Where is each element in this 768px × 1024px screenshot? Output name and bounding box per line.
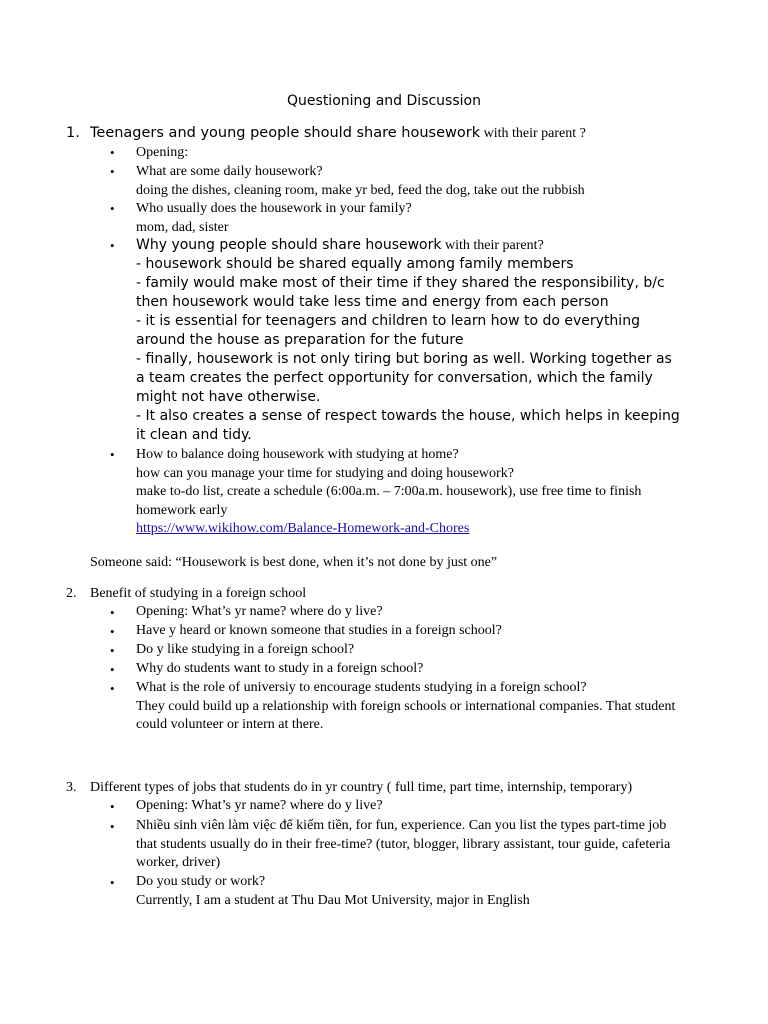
question-tail: with their parent? — [441, 238, 544, 253]
bullet-icon: • — [110, 238, 115, 253]
answer-line: - family would make most of their time if they shared the responsibility, b/c — [136, 275, 665, 291]
answer-line: - housework should be shared equally among family members — [136, 256, 574, 272]
question-main: Why young people should share housework — [136, 237, 442, 253]
section-3-heading: Different types of jobs that students do in yr country ( full time, part time, internship, temporary) — [90, 780, 633, 795]
bullet-icon: • — [110, 875, 115, 890]
page-title: Questioning and Discussion — [287, 93, 481, 109]
answer-line: around the house as preparation for the future — [136, 332, 464, 348]
bullet-icon: • — [110, 819, 115, 834]
list-item: Do y like studying in a foreign school? — [136, 642, 355, 657]
answer-line: might not have otherwise. — [136, 389, 321, 405]
question-text: What is the role of universiy to encourage students studying in a foreign school? — [136, 680, 587, 695]
list-item-opening — [136, 144, 681, 163]
list-item-who-does-housework — [136, 200, 681, 237]
list-item: Why do students want to study in a foreign school? — [136, 661, 424, 676]
list-item: Have y heard or known someone that studies in a foreign school? — [136, 623, 502, 638]
answer-text: mom, dad, sister — [136, 219, 229, 235]
bullet-icon: • — [110, 799, 115, 814]
answer-line: then housework would take less time and energy from each person — [136, 294, 609, 310]
section-3-number: 3. — [66, 780, 77, 795]
section-1-heading — [90, 124, 710, 143]
bullet-icon: • — [110, 145, 115, 160]
bullet-icon: • — [110, 681, 115, 696]
list-item-balance — [136, 446, 681, 539]
list-item-study-or-work — [136, 873, 681, 910]
link-line — [136, 520, 681, 539]
bullet-icon: • — [110, 605, 115, 620]
question-text: Do you study or work? — [136, 874, 266, 889]
list-item-opening: Opening: What’s yr name? where do y live? — [136, 798, 383, 813]
section-2-number: 2. — [66, 586, 77, 601]
list-item: Opening: What’s yr name? where do y live? — [136, 604, 383, 619]
answer-text: Currently, I am a student at Thu Dau Mot University, major in English — [136, 892, 530, 908]
answer-line: homework early — [136, 502, 228, 518]
answer-line: - finally, housework is not only tiring but boring as well. Working together as — [136, 351, 672, 367]
list-item-part-time-jobs — [136, 817, 681, 873]
question-line: that students usually do in their free-time? (tutor, blogger, library assistant, tour guide, cafeteria — [136, 836, 671, 852]
section-1-heading-main: Teenagers and young people should share housework — [90, 125, 481, 141]
question-text: How to balance doing housework with studying at home? — [136, 447, 459, 462]
opening-label: Opening: — [136, 145, 189, 160]
bullet-icon: • — [110, 164, 115, 179]
list-item-daily-housework — [136, 163, 681, 200]
question-line: Nhiều sinh viên làm việc để kiếm tiền, for fun, experience. Can you list the types part-time job — [136, 818, 667, 833]
answer-line: - It also creates a sense of respect towards the house, which helps in keeping — [136, 408, 680, 424]
answer-line: a team creates the perfect opportunity for conversation, which the family — [136, 370, 653, 386]
list-item-role-of-university — [136, 679, 681, 735]
answer-line: They could build up a relationship with foreign schools or international companies. That student — [136, 698, 676, 714]
bullet-icon: • — [110, 662, 115, 677]
bullet-icon: • — [110, 201, 115, 216]
list-item-why-share — [136, 236, 681, 445]
bullet-icon: • — [110, 624, 115, 639]
bullet-icon: • — [110, 643, 115, 658]
quote-text: Someone said: “Housework is best done, when it’s not done by just one” — [90, 555, 498, 570]
bullet-icon: • — [110, 447, 115, 462]
answer-line: could volunteer or intern at there. — [136, 717, 324, 732]
answer-text: doing the dishes, cleaning room, make yr bed, feed the dog, take out the rubbish — [136, 182, 585, 198]
answer-line: make to-do list, create a schedule (6:00a.m. – 7:00a.m. housework), use free time to finish — [136, 484, 642, 499]
question-text — [136, 236, 681, 255]
answer-line: - it is essential for teenagers and children to learn how to do everything — [136, 313, 640, 329]
section-1-heading-tail: with their parent ? — [480, 126, 586, 141]
wikihow-link[interactable]: https://www.wikihow.com/Balance-Homework-and-Chores — [136, 521, 470, 536]
section-2-heading: Benefit of studying in a foreign school — [90, 586, 307, 601]
answer-line: how can you manage your time for studying and doing housework? — [136, 465, 514, 481]
answer-line: it clean and tidy. — [136, 427, 252, 443]
section-1-number: 1. — [66, 125, 80, 141]
question-line: worker, driver) — [136, 855, 221, 870]
question-text: What are some daily housework? — [136, 164, 323, 179]
question-text: Who usually does the housework in your family? — [136, 201, 412, 216]
